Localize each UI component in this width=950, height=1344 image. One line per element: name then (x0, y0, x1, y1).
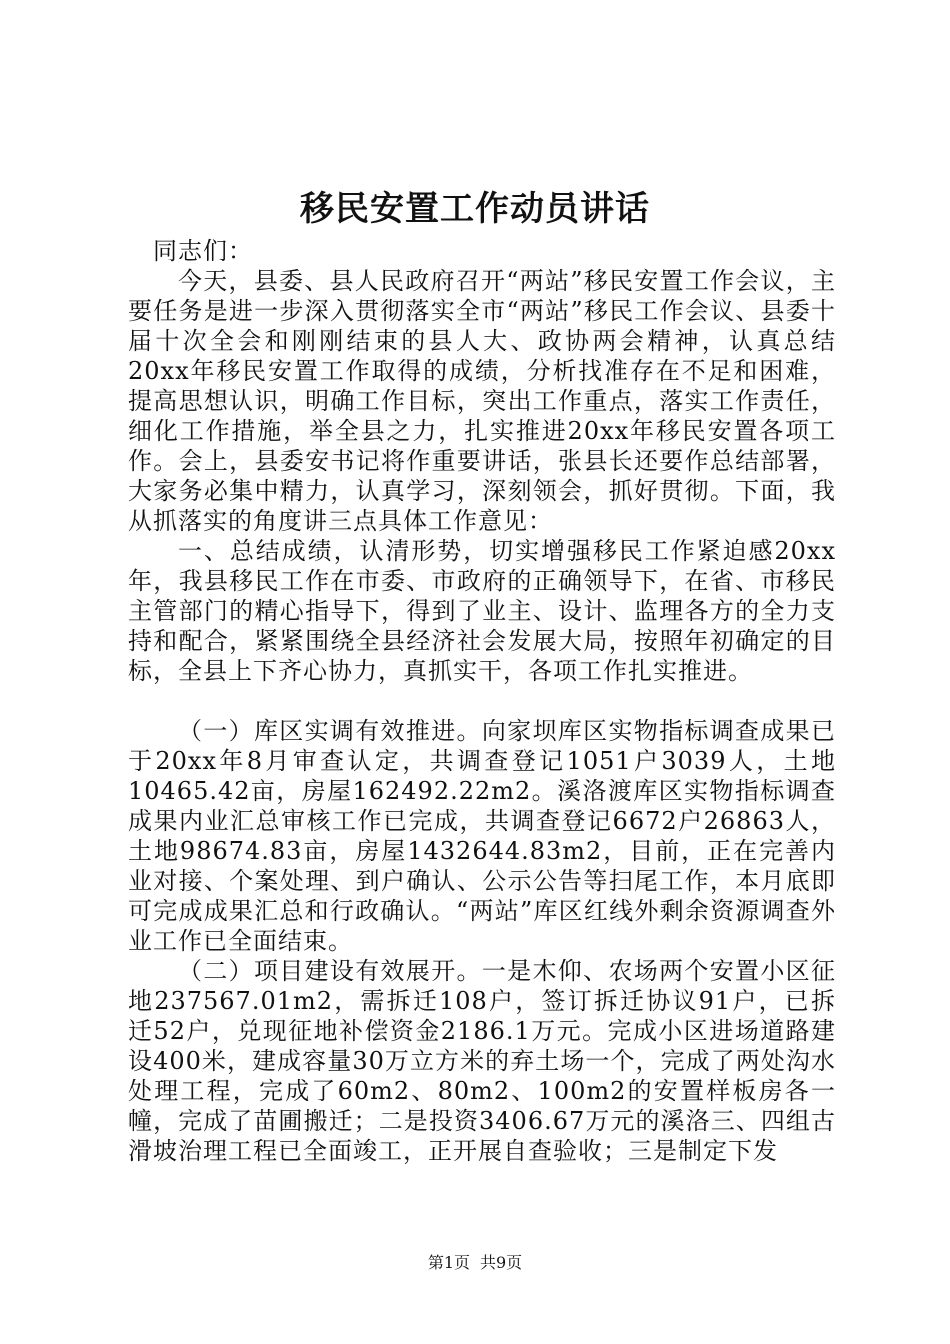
paragraph-item-one: （一）库区实调有效推进。向家坝库区实物指标调查成果已于20xx年8月审查认定，共调查登记1051户3039人，土地10465.42亩，房屋162492.22m2。溪洛渡库区实物指标调查成果内业汇总审核工作已完成，共调查登记6672户26863人，土地98674.83亩，房屋1432644.83m2，目前，正在完善内业对接、个案处理、到户确认、公示公告等扫尾工作，本月底即可完成成果汇总和行政确认。“两站”库区红线外剩余资源调查外业工作已全面结束。 (128, 717, 836, 955)
document-title: 移民安置工作动员讲话 (300, 189, 650, 229)
salutation: 同志们： (153, 237, 253, 265)
paragraph-section-one: 一、总结成绩，认清形势，切实增强移民工作紧迫感20xx年，我县移民工作在市委、市政府的正确领导下，在省、市移民主管部门的精心指导下，得到了业主、设计、监理各方的全力支持和配合，紧紧围绕全县经济社会发展大局，按照年初确定的目标，全县上下齐心协力，真抓实干，各项工作扎实推进。 (128, 537, 836, 685)
paragraph-item-two: （二）项目建设有效展开。一是木仰、农场两个安置小区征地237567.01m2，需拆迁108户，签订拆迁协议91户，已拆迁52户，兑现征地补偿资金2186.1万元。完成小区进场道路建设400米，建成容量30万立方米的弃土场一个，完成了两处沟水处理工程，完成了60m2、80m2、100m2的安置样板房各一幢，完成了苗圃搬迁；二是投资3406.67万元的溪洛三、四组古滑坡治理工程已全面竣工，正开展自查验收；三是制定下发 (128, 957, 836, 1165)
page-total: 共9页 (480, 1253, 523, 1272)
page-footer (0, 1252, 950, 1274)
paragraph-intro: 今天，县委、县人民政府召开“两站”移民安置工作会议，主要任务是进一步深入贯彻落实全市“两站”移民工作会议、县委十届十次全会和刚刚结束的县人大、政协两会精神，认真总结20xx年移民安置工作取得的成绩，分析找准存在不足和困难，提高思想认识，明确工作目标，突出工作重点，落实工作责任，细化工作措施，举全县之力，扎实推进20xx年移民安置各项工作。会上，县委安书记将作重要讲话，张县长还要作总结部署，大家务必集中精力，认真学习，深刻领会，抓好贯彻。下面，我从抓落实的角度讲三点具体工作意见： (128, 267, 836, 535)
document-body (128, 236, 836, 1166)
page-number: 第1页 (427, 1253, 470, 1272)
